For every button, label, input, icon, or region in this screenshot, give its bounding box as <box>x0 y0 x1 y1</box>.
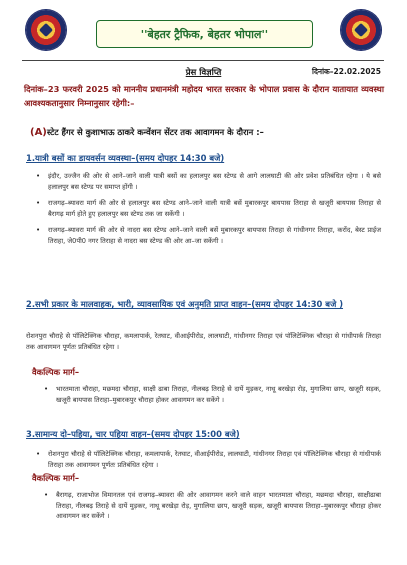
slogan-banner <box>96 20 313 48</box>
bullet-text: राजगढ़–ब्यावरा मार्ग की ओर से हलालपुर बस स्टेण्ड आने–जाने वाली यात्री बसें मुबारकपुर बायपास तिराहा से खजूरी बायपास तिराहा से बैरागढ़ मार्ग होते हुए हलालपुर बस स्टेण्ड तक जा सकेंगी । <box>48 199 381 218</box>
section-3-title: 3.सामान्य दो–पहिया, चार पहिया वाहन–(समय दोपहर 15:00 बजे) <box>26 429 240 439</box>
section-1-bullets <box>36 171 381 252</box>
release-date: दिनांक–22.02.2025 <box>312 67 381 76</box>
section-3-alt-bullets <box>44 490 381 528</box>
bullet-text: रोशनपुरा चौराहे से पॉलिटेक्निक चौराहा, कमलापार्क, रेतघाट, वीआईपीरोड, लालघाटी, गांधीनगर तिराहा एवं पॉलिटेक्निक चौराहा से गांधीपार्क तिराहा तक आवागमन पूर्णतः प्रतिबंधित रहेगा । <box>48 450 381 469</box>
section-3-alt-label: वैकल्पिक मार्ग– <box>32 473 80 483</box>
bullet-icon: • <box>36 450 41 458</box>
sub-heading-a-text: स्टेट हैंगर से कुशाभाऊ ठाकरे कन्वेंशन सेंटर तक आवागमन के दौरान :– <box>46 127 264 137</box>
section-2-title: 2.सभी प्रकार के मालवाहक, भारी, व्यावसायिक एवं अनुमति प्राप्त वाहन–(समय दोपहर 14:30 बजे ) <box>26 299 344 309</box>
bullet-text: राजगढ़–ब्यावरा मार्ग की ओर से नादरा बस स्टेण्ड आने–जाने वाली बसें मुबारकपुर बायपास तिराहा से गांधीनगर तिराहा, करोंद, बेस्ट प्राईज तिराहा, जे0पी0 नगर तिराहा से नादरा बस स्टेण्ड की ओर आ–जा सकेंगी । <box>48 226 381 245</box>
sub-heading-a-mark: (A) <box>30 127 47 138</box>
bullet-icon: • <box>44 385 49 393</box>
list-item <box>36 171 381 192</box>
header-divider <box>22 60 384 61</box>
section-2-bullets <box>44 384 381 411</box>
list-item <box>36 198 381 219</box>
bullet-icon: • <box>36 226 41 234</box>
section-1-title: 1.यात्री बसों का डायवर्सन व्यवस्था–(समय दोपहर 14:30 बजे) <box>26 153 225 163</box>
letterhead <box>0 0 407 72</box>
sub-heading-a <box>30 127 385 138</box>
section-2-paragraph: रोशनपुरा चौराहे से पॉलिटेक्निक चौराहा, कमलापार्क, रेतघाट, वीआईपीरोड, लालघाटी, गांधीनगर तिराहा एवं पॉलिटेक्निक चौराहा से गांधीपार्क तिराहा तक आवागमन पूर्णतः प्रतिबंधित रहेगा । <box>26 332 381 351</box>
bullet-icon: • <box>36 172 41 180</box>
press-release-title: प्रेस विज्ञप्ति <box>185 68 222 78</box>
section-2-alt-label: वैकल्पिक मार्ग– <box>32 367 80 377</box>
bullet-text: बैरागढ़, राजाभोज विमानतल एवं राजगढ़–ब्यावरा की ओर आवागमन करने वाले वाहन भारतमाता चौराहा, मछमदा चौराहा, साक्षीढाबा तिराहा, नीलबढ़ तिराहे से दायें मुड़कर, नाथू बरखेड़ा रोड़, मुगालिया छाप, खजूरी सड़क, खजूरी बायपास तिराहा–मुबारकपुर चौराहा होकर आवागमन कर सकेंगे । <box>56 491 381 520</box>
list-item <box>36 225 381 246</box>
intro-paragraph: दिनांक–23 फरवरी 2025 को माननीय प्रधानमंत्री महोदय भारत सरकार के भोपाल प्रवास के दौरान यातायात व्यवस्था आवश्यकतानुसार निम्नानुसार रहेगी:– <box>24 84 384 108</box>
section-3-bullets <box>36 449 381 476</box>
bullet-text: इंदौर, उज्जैन की ओर से आने–जाने वाली यात्री बसों का हलालपुर बस स्टेण्ड से आगे लालघाटी की ओर प्रवेश प्रतिबंधित रहेगा । ये बसे हलालपुर बस स्टेण्ड पर समाप्त होंगी । <box>48 172 381 191</box>
bullet-text: भारतमाता चौराहा, मछमदा चौराहा, साक्षी ढाबा तिराहा, नीलबढ़ तिराहे से दायें मुड़कर, नाथू बरखेड़ा रोड़, मुगालिया छाप, खजूरी सड़क, खजूरी बायपास तिराहा–मुबारकपुर चौराहा होकर आवागमन कर सकेंगे । <box>56 385 381 404</box>
slogan-text: ''बेहतर ट्रैफिक, बेहतर भोपाल'' <box>140 27 269 41</box>
list-item <box>36 449 381 470</box>
list-item <box>44 490 381 522</box>
bullet-icon: • <box>36 199 41 207</box>
police-emblem-right <box>341 10 381 50</box>
bullet-icon: • <box>44 491 49 499</box>
police-emblem-left <box>26 10 66 50</box>
list-item <box>44 384 381 405</box>
